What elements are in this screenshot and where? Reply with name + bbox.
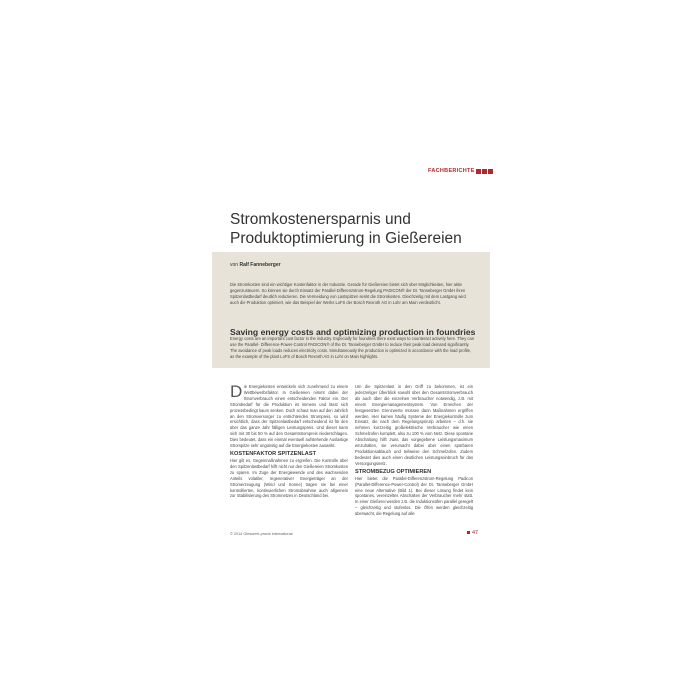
accent-square-icon [476,169,481,174]
page-number [467,530,478,536]
author-name: Ralf Fanneberger [239,262,281,268]
accent-square-icon [467,531,470,534]
dropcap: D [230,382,243,401]
page-number-text: 47 [472,530,479,536]
section-label: FACHBERICHTE [428,168,475,174]
footer-copyright: © 2014 Giesserei-praxis international [230,532,293,536]
author-line [230,262,281,268]
intro-german: Die Stromkosten sind ein wichtiger Kostenfaktor in der Industrie. Gerade für Gießereien bietet sich über Möglichkeiten, hier aktiv gegenzusteuern. So können sie durch Einsatz der Parallel-Differenzstrom-Regelung PADICON® der Dr. Tanneberger GmbH ihren Spitzenlastbedarf deutlich reduzieren. Die Vermeidung von Lastspitzen senkt die Stromkosten. Gleichzeitig mit dem Lastgang wird auch die Produktion optimiert, wie das Beispiel der Werks LoFS der Bosch Rexroth AG in Lohr am Main verdeutlicht. [230,282,466,305]
paragraph [230,384,348,449]
article-title: Stromkostenersparnis und Produktoptimierung in Gießereien [230,211,462,247]
body-column-2 [355,384,473,517]
body-column-1 [230,384,348,499]
subheading: STROMBEZUG OPTIMIEREN [355,468,432,475]
paragraph: Hier bietet die Parallel-Differenzstrom-Regelung Padicon (Parallel-Difference-Power-Control) der Dr. Tanneberger GmbH eine neue Alternative (Bild 1). Bei dieser Lösung findet kein spontanes, vereinzeltes Abschalten der Verbraucher mehr statt. In einer Gießerei werden z.B. die Induktionsöfen parallel geregelt – gleichzeitig und stufenlos. Die Öfen werden gleichzeitig überwacht, die Regelung auf alle [355,475,473,517]
subheading: KOSTENFAKTOR SPITZENLAST [230,450,316,457]
intro-english: Energy costs are an important cost factor in the industry. Especially for foundries there exist ways to counteract actively here. They can use the Parallel- Difference-Power-Control PADICON® of the Dr. Tanneberger GmbH to reduce their peak load demand significantly. The avoidance of peak loads reduces electricity costs. Simultaneously the production is optimized in accordance with the load profile, as the example of the plant LoFS of Bosch Rexroth AG in Lohr on Main highlights. [230,336,474,359]
paragraph-text: ie Energiekosten entwickeln sich zunehmend zu einem Wettbewerbsfaktor. In Gießereien nimmt dabei der Stromverbrauch einen entscheidenden Faktor ein. Der Strombedarf für die Produktion ist immens und lässt sich prozessbedingt kaum senken. Doch schaut man auf den Jahrlich an den Stromversorger zu entrichtenden Strompreis, so wird ersichtlich, dass der Spitzenlastbedarf entscheidend ist für den über das ganze Jahr fälligen Leistungspreis. Und dieser kann sich mit 30 bis 50 % auf den Gesamtstrompreis niederschlagen. Dies bedeutet, dass ein einmal eventuell aufstehende Auslastige Strompitze sehr ungünstig auf die Energiekosten auswirkt. [230,384,348,449]
author-prefix: von [230,262,239,268]
paragraph: Hier gilt es, Gegenmaßnahmen zu ergreifen. Die Kontrolle über den Spitzenlastbedarf hilft nicht nur den Gießereien Stromkosten zu sparen. Im Zuge der Energiewende und des wachsenden Anteils volatiler, regenerativer Energieträger an der Stromerzeugung (Wind und Sonne) tragen sie bei einer kontrollierten, kontinuierlichen Stromabnahme auch allgemein zur Stabilisierung des Stromnetzes in Deutschland bei. [230,457,348,499]
english-title: Saving energy costs and optimizing production in foundries [230,327,476,338]
accent-square-icon [482,169,487,174]
accent-square-icon [488,169,493,174]
paragraph: Um die Spitzenlast in den Griff zu bekommen, ist ein jederzeitiger Überblick sowohl über den Gesamtstromverbrauch als auch über die einzelnen Verbraucher notwendig, z.B. mit einem Energiemanagementsystem. Von Erreichen der festgesetzten Grenzwerte müssen dann Maßnahmen ergriffen werden. Hier kamen häufig Systeme der Energiekontrolle zum Einsatz, die nach dem Regelungsprinzip arbeiten – d.h. sie nehmen kurzzeitig großelektrische Verbraucher wie einen Schmelzofen komplett, also zu 100 % vom Netz. Diese spontane Abschaltung hilft zwar, das vorgegebene Leistungsmaximum einzuhalten, sie verursacht dabei aber einen spürbaren Produktionsablauch und teilweise den Schmelzofen. Zudem bedeutet dies auch einen deutlichen Leistungseinbruch für das Versorgungsnetz. [355,384,473,466]
